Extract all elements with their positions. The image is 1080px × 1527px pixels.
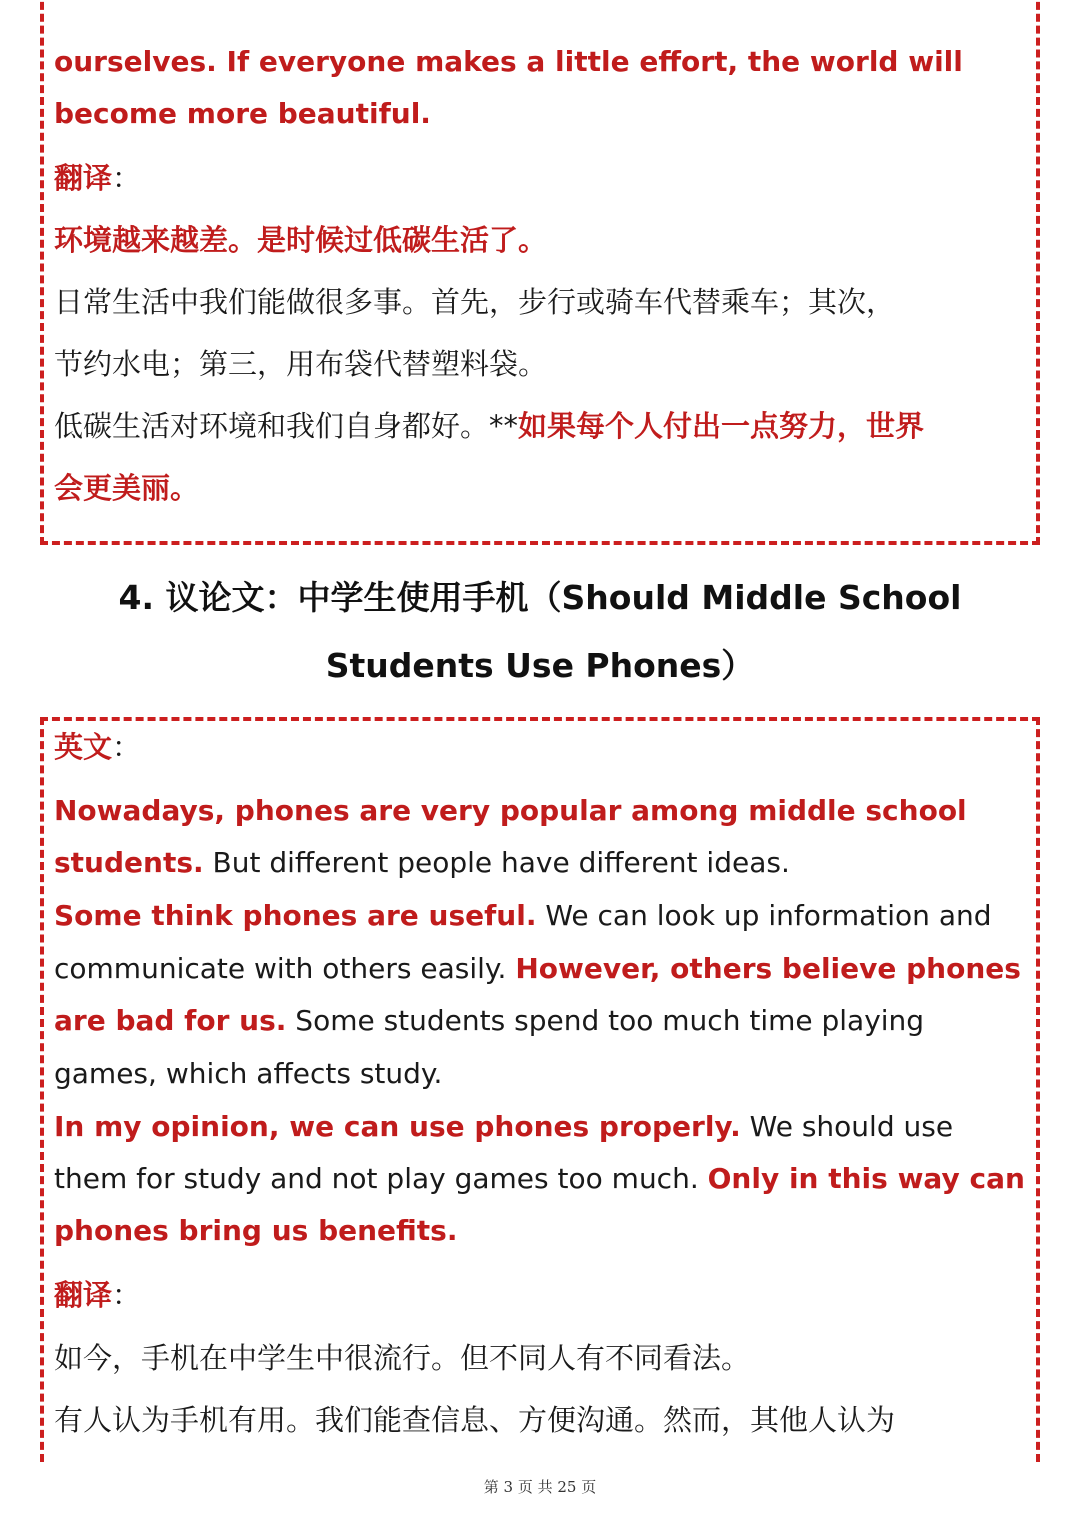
chinese-text-highlight: 如果每个人付出一点努力，世界 <box>518 409 925 443</box>
english-label-text: 英文 <box>54 730 113 764</box>
label-colon: ： <box>112 161 142 195</box>
english-highlight: Some think phones are useful. <box>54 899 537 932</box>
english-normal: Some students spend too much time playing <box>286 1004 925 1037</box>
english-normal: We should use <box>740 1110 954 1143</box>
translation-label <box>54 158 141 198</box>
english-text-line <box>54 1107 953 1147</box>
essay-3-box <box>40 0 1040 545</box>
chinese-text-normal: 低碳生活对环境和我们自身都好。** <box>54 409 519 443</box>
english-text-line: ourselves. If everyone makes a little effort, the world will <box>54 45 963 78</box>
english-text-line <box>54 1001 924 1041</box>
english-label <box>54 727 141 767</box>
english-text-line <box>54 1159 1025 1199</box>
english-text-line: games, which affects study. <box>54 1057 443 1090</box>
translation-label-text: 翻译 <box>54 1278 113 1312</box>
essay-4-box <box>40 717 1040 1462</box>
chinese-text-line: 有人认为手机有用。我们能查信息、方便沟通。然而，其他人认为 <box>54 1403 896 1437</box>
english-normal: We can look up information and <box>536 899 992 932</box>
english-text-line <box>54 896 992 936</box>
english-highlight: students. <box>54 846 204 879</box>
chinese-text-line: 如今，手机在中学生中很流行。但不同人有不同看法。 <box>54 1341 751 1375</box>
page-number: 第 3 页 共 25 页 <box>483 1478 597 1496</box>
english-text-line: Nowadays, phones are very popular among middle school <box>54 794 967 827</box>
translation-label <box>54 1275 141 1315</box>
translation-label-text: 翻译 <box>54 161 113 195</box>
label-colon: ： <box>112 730 142 764</box>
label-colon: ： <box>112 1278 142 1312</box>
section-heading: 4. 议论文：中学生使用手机（Should Middle School <box>118 578 962 617</box>
chinese-text-line: 节约水电；第三，用布袋代替塑料袋。 <box>54 347 548 381</box>
chinese-text-line: 日常生活中我们能做很多事。首先，步行或骑车代替乘车；其次， <box>54 285 896 319</box>
english-text-line <box>54 949 1021 989</box>
chinese-text-line: 会更美丽。 <box>54 471 200 505</box>
english-text-line: phones bring us benefits. <box>54 1214 458 1247</box>
english-highlight: In my opinion, we can use phones properly. <box>54 1110 741 1143</box>
english-text-line: become more beautiful. <box>54 97 431 130</box>
chinese-text-line <box>54 406 924 446</box>
section-heading-line2: Students Use Phones） <box>325 646 755 685</box>
english-text-line <box>54 843 790 883</box>
english-normal: But different people have different ideas. <box>203 846 790 879</box>
english-normal: them for study and not play games too much. <box>54 1162 708 1195</box>
english-highlight: However, others believe phones <box>515 952 1021 985</box>
chinese-text-line: 环境越来越差。是时候过低碳生活了。 <box>54 223 548 257</box>
english-highlight: Only in this way can <box>707 1162 1025 1195</box>
english-highlight: are bad for us. <box>54 1004 287 1037</box>
english-normal: communicate with others easily. <box>54 952 516 985</box>
